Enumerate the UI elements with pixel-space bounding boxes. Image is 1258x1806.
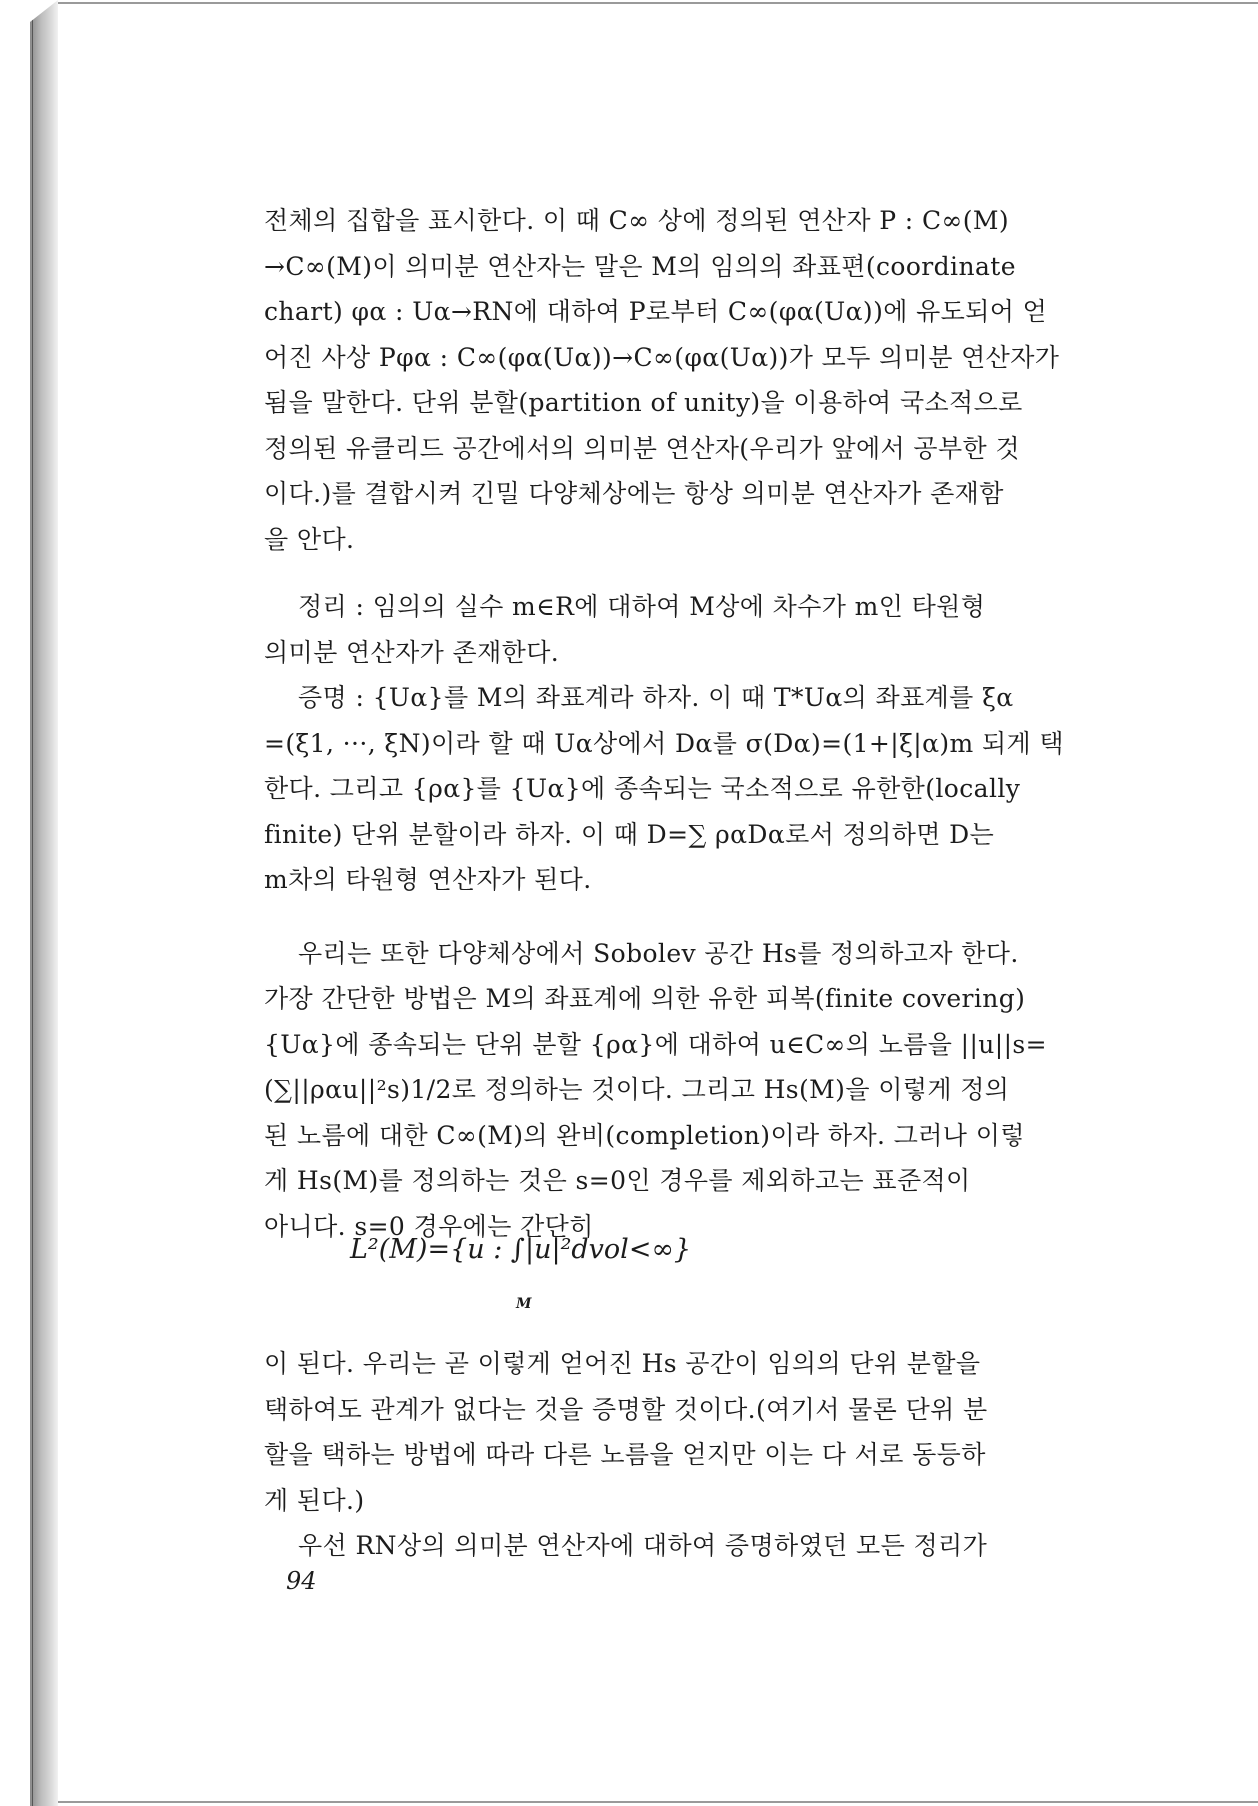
spacer — [264, 562, 1090, 584]
display-formula — [350, 1225, 950, 1312]
proof-line: =(ξ1, ···, ξN)이라 할 때 Uα상에서 Dα를 σ(Dα)=(1+|ξ|α)m 되게 택 — [264, 728, 1064, 758]
text-line: {Uα}에 종속되는 단위 분할 {ρα}에 대하여 u∈C∞의 노름을 ||u||s= — [264, 1029, 1048, 1059]
formula-text: L²(M)={u : ∫|u|²dvol<∞} — [350, 1234, 692, 1265]
proof-line: finite) 단위 분할이라 하자. 이 때 D=∑ ραDα로서 정의하면 D는 — [264, 819, 995, 849]
text-line: 된 노름에 대한 C∞(M)의 완비(completion)이라 하자. 그러나 이렇 — [264, 1120, 1025, 1150]
text-line: (∑||ραu||²s)1/2로 정의하는 것이다. 그리고 Hs(M)을 이렇게 정의 — [264, 1075, 1010, 1104]
text-line: 이다.)를 결합시켜 긴밀 다양체상에는 항상 의미분 연산자가 존재함 — [264, 479, 1004, 508]
spine-edge-line — [32, 0, 33, 1806]
theorem-line: 정리 : 임의의 실수 m∈R에 대하여 M상에 차수가 m인 타원형 — [298, 592, 986, 621]
text-line: 게 Hs(M)를 정의하는 것은 s=0인 경우를 제외하고는 표준적이 — [264, 1166, 971, 1195]
proof-line: m차의 타원형 연산자가 된다. — [264, 865, 592, 894]
theorem-block — [264, 584, 1090, 675]
text-line: 할을 택하는 방법에 따라 다른 노름을 얻지만 이는 다 서로 동등하 — [264, 1440, 986, 1469]
proof-line: 한다. 그리고 {ρα}를 {Uα}에 종속되는 국소적으로 유한한(locally — [264, 774, 1021, 803]
paragraph-sobolev-space — [264, 931, 1090, 1250]
text-line: 됨을 말한다. 단위 분할(partition of unity)을 이용하여 국소적으로 — [264, 388, 1023, 417]
paragraph-rn-operators — [264, 1523, 1090, 1569]
paragraph-partition-independence — [264, 1341, 1090, 1523]
proof-line: 증명 : {Uα}를 M의 좌표계라 하자. 이 때 T*Uα의 좌표계를 ξα — [298, 683, 1014, 712]
text-line: 이 된다. 우리는 곧 이렇게 얻어진 Hs 공간이 임의의 단위 분할을 — [264, 1349, 981, 1378]
proof-block — [264, 675, 1090, 903]
text-line: 아니다. s=0 경우에는 간단히 — [264, 1211, 594, 1241]
text-line: 전체의 집합을 표시한다. 이 때 C∞ 상에 정의된 연산자 P : C∞(M) — [264, 206, 1010, 235]
text-line: 게 된다.) — [264, 1485, 365, 1515]
text-line: 어진 사상 Pφα : C∞(φα(Uα))→C∞(φα(Uα))가 모두 의미분 연산자가 — [264, 342, 1060, 372]
page-bottom-edge — [58, 1801, 1258, 1803]
text-line: →C∞(M)이 의미분 연산자는 말은 M의 임의의 좌표편(coordinate — [264, 251, 1016, 281]
text-line: 우리는 또한 다양체상에서 Sobolev 공간 Hs를 정의하고자 한다. — [298, 938, 1019, 968]
paragraph-sets-and-operators — [264, 198, 1090, 562]
text-line: chart) φα : Uα→RN에 대하여 P로부터 C∞(φα(Uα))에 유도되어 얻 — [264, 297, 1048, 326]
theorem-line: 의미분 연산자가 존재한다. — [264, 637, 560, 667]
text-line: 가장 간단한 방법은 M의 좌표계에 의한 유한 피복(finite covering) — [264, 984, 1026, 1013]
book-spine — [30, 0, 58, 1806]
body-text-lower — [264, 1341, 1090, 1569]
page-top-edge — [58, 2, 1258, 4]
formula-integral-subscript: M — [516, 1296, 532, 1312]
text-line: 정의된 유클리드 공간에서의 의미분 연산자(우리가 앞에서 공부한 것 — [264, 433, 1020, 463]
text-line: 우선 RN상의 의미분 연산자에 대하여 증명하였던 모든 정리가 — [298, 1531, 988, 1560]
body-text — [264, 198, 1090, 1249]
page-number: 94 — [286, 1567, 317, 1595]
page-corner — [30, 0, 58, 22]
spacer — [264, 903, 1090, 931]
text-line: 을 안다. — [264, 524, 355, 554]
text-line: 택하여도 관계가 없다는 것을 증명할 것이다.(여기서 물론 단위 분 — [264, 1394, 988, 1424]
